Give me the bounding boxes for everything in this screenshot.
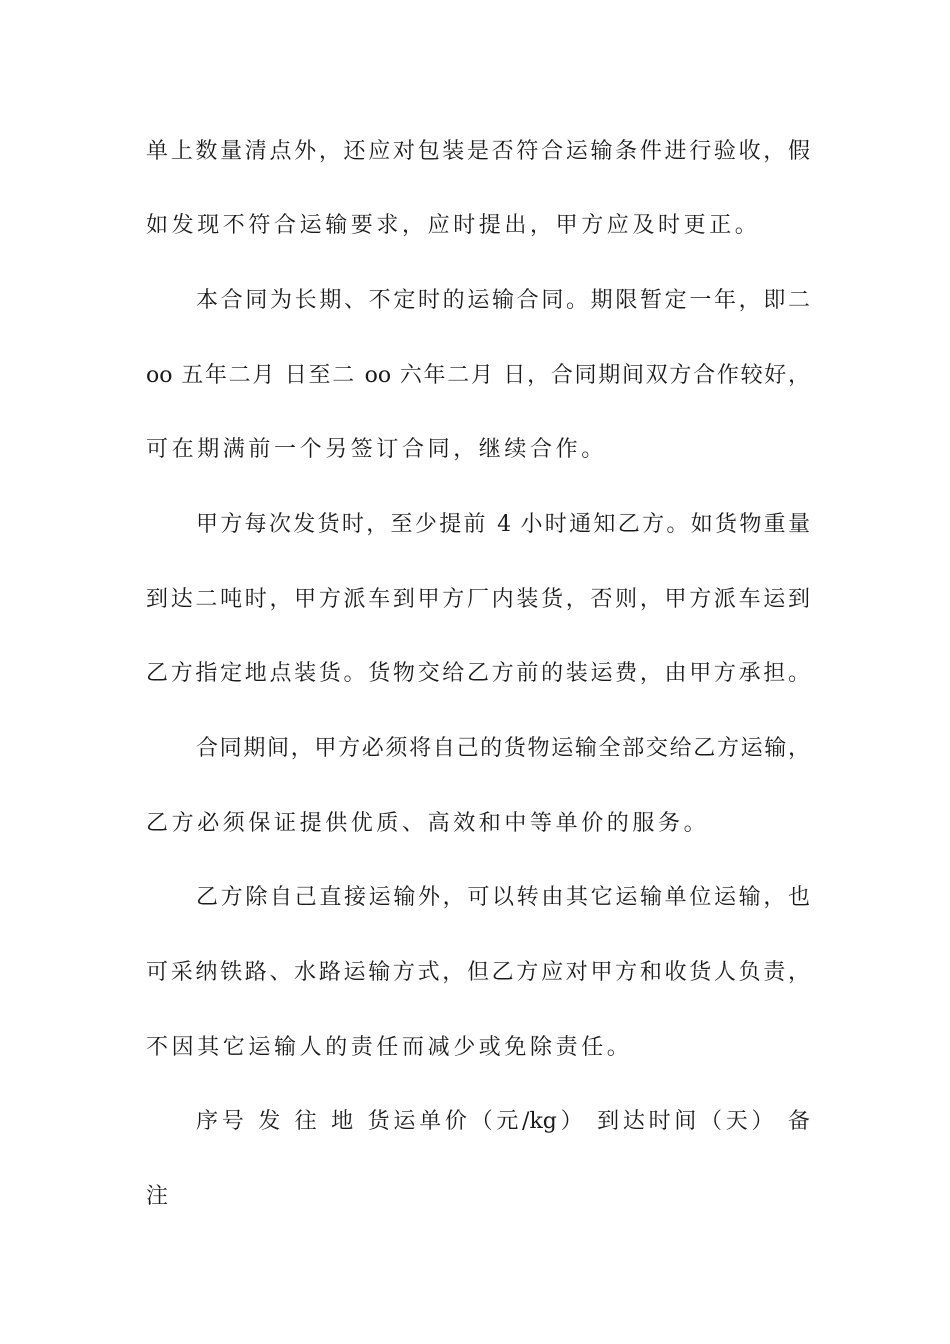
text-line-6: 甲方每次发货时，至少提前 4 小时通知乙方。如货物重量: [196, 512, 810, 537]
text-line-12: 可采纳铁路、水路运输方式，但乙方应对甲方和收货人负责，: [146, 960, 810, 985]
text-line-3: 本合同为长期、不定时的运输合同。期限暂定一年，即二: [196, 288, 810, 313]
text-line-1: 单上数量清点外，还应对包装是否符合运输条件进行验收，假: [146, 139, 810, 164]
text-line-15: 注: [146, 1184, 172, 1209]
text-line-11: 乙方除自己直接运输外，可以转由其它运输单位运输，也: [196, 885, 810, 910]
text-line-13: 不因其它运输人的责任而减少或免除责任。: [146, 1035, 633, 1060]
text-line-4: oo 五年二月 日至二 oo 六年二月 日，合同期间双方合作较好，: [146, 363, 810, 388]
text-line-5: 可在期满前一个另签订合同，继续合作。: [146, 437, 607, 462]
text-line-8: 乙方指定地点装货。货物交给乙方前的装运费，由甲方承担。: [146, 661, 810, 686]
text-line-9: 合同期间，甲方必须将自己的货物运输全部交给乙方运输，: [196, 736, 810, 761]
text-line-7: 到达二吨时，甲方派车到甲方厂内装货，否则，甲方派车运到: [146, 587, 810, 612]
text-line-10: 乙方必须保证提供优质、高效和中等单价的服务。: [146, 811, 710, 836]
text-line-14: 序号 发 往 地 货运单价（元/kg） 到达时间（天） 备: [196, 1109, 810, 1134]
text-line-2: 如发现不符合运输要求，应时提出，甲方应及时更正。: [146, 213, 761, 238]
